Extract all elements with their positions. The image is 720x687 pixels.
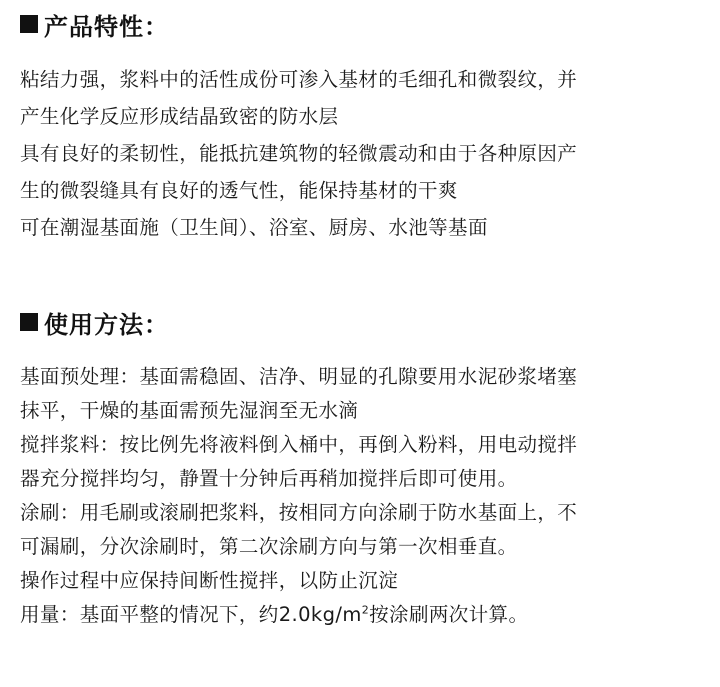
dosage-text-end: 按涂刷两次计算。 (369, 603, 529, 626)
usage-line: 搅拌浆料：按比例先将液料倒入桶中，再倒入粉料，用电动搅拌 (20, 433, 578, 456)
usage-method-text (20, 360, 712, 632)
black-square-bullet-icon (20, 313, 38, 331)
product-features-section (20, 4, 712, 246)
usage-line: 操作过程中应保持间断性搅拌，以防止沉淀 (20, 569, 399, 592)
usage-line: 可漏刷，分次涂刷时，第二次涂刷方向与第一次相垂直。 (20, 535, 518, 558)
usage-line: 抹平，干燥的基面需预先湿润至无水滴 (20, 399, 359, 422)
usage-line: 涂刷：用毛刷或滚刷把浆料，按相同方向涂刷于防水基面上，不 (20, 501, 578, 524)
product-features-heading (20, 4, 712, 44)
black-square-bullet-icon (20, 15, 38, 33)
usage-method-heading (20, 302, 712, 342)
feature-line: 产生化学反应形成结晶致密的防水层 (20, 105, 339, 128)
product-features-heading-text: 产品特性： (44, 12, 169, 41)
product-features-text (20, 61, 712, 246)
feature-line: 生的微裂缝具有良好的透气性，能保持基材的干爽 (20, 179, 458, 202)
usage-line: 器充分搅拌均匀，静置十分钟后再稍加搅拌后即可使用。 (20, 467, 518, 490)
feature-line: 粘结力强，浆料中的活性成份可渗入基材的毛细孔和微裂纹，并 (20, 68, 578, 91)
dosage-line (20, 598, 712, 632)
usage-method-section (20, 302, 712, 632)
dosage-text: 用量：基面平整的情况下，约2.0kg/m (20, 603, 362, 626)
dosage-unit-superscript: 2 (361, 603, 370, 617)
feature-line: 具有良好的柔韧性，能抵抗建筑物的轻微震动和由于各种原因产 (20, 142, 578, 165)
usage-method-heading-text: 使用方法： (44, 310, 169, 339)
feature-line: 可在潮湿基面施（卫生间）、浴室、厨房、水池等基面 (20, 216, 488, 239)
usage-line: 基面预处理：基面需稳固、洁净、明显的孔隙要用水泥砂浆堵塞 (20, 365, 578, 388)
